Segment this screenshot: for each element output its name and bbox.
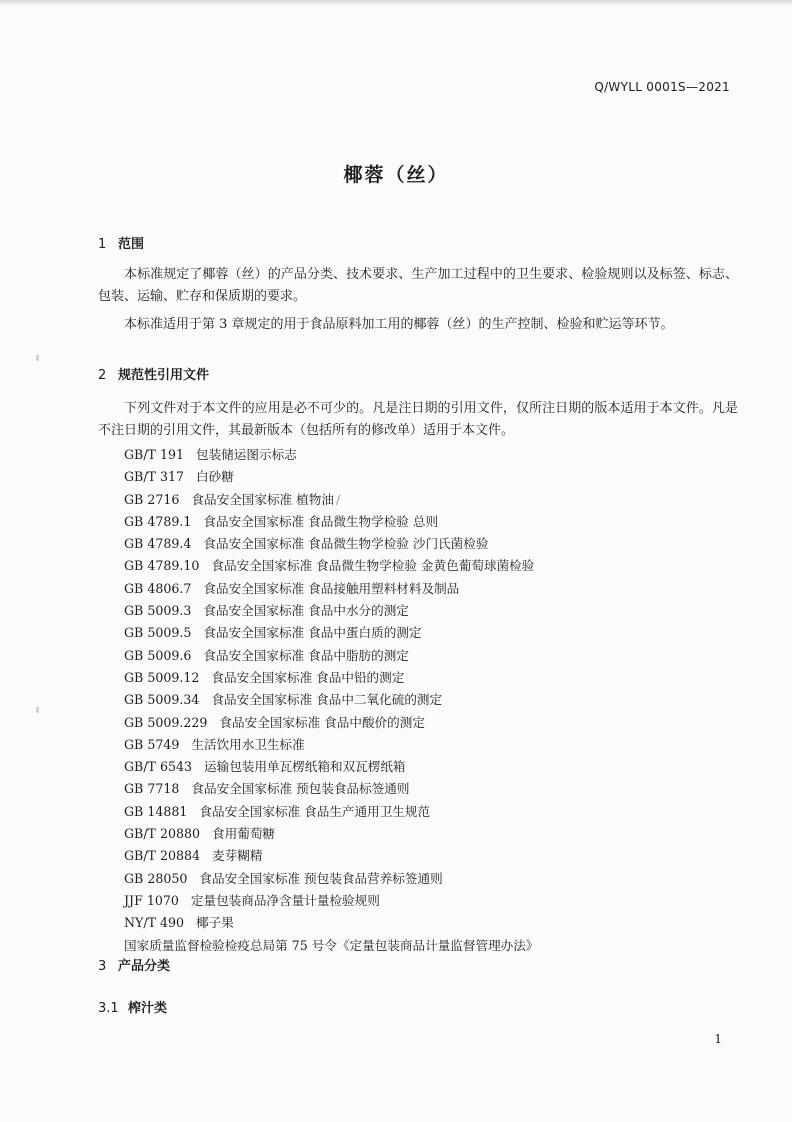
reference-code: NY/T 490	[124, 915, 185, 931]
section-heading-normative	[98, 364, 209, 383]
scope-paragraph-2: 本标准适用于第 3 章规定的用于食品原料加工用的椰蓉（丝）的生产控制、检验和贮运等环节。	[124, 317, 674, 332]
section-number: 1	[98, 237, 107, 252]
reference-code: GB 2716	[124, 491, 180, 507]
reference-title: 定量包装商品净含量计量检验规则	[190, 892, 380, 908]
reference-item	[124, 555, 538, 577]
reference-title: 白砂糖	[196, 469, 234, 485]
reference-title: 食品安全国家标准 食品中蛋白质的测定	[203, 625, 422, 641]
reference-code: GB/T 317	[124, 469, 184, 485]
reference-title: 食品安全国家标准 食品中酸价的测定	[219, 714, 425, 730]
reference-item	[124, 845, 538, 867]
scan-margin-mark	[36, 707, 39, 713]
reference-item	[124, 712, 538, 734]
reference-title: 运输包装用单瓦楞纸箱和双瓦楞纸箱	[204, 759, 406, 775]
reference-title: 食品安全国家标准 预包装食品标签通则	[191, 781, 410, 797]
reference-title: 生活饮用水卫生标准	[191, 736, 305, 752]
reference-item	[124, 466, 538, 488]
reference-code: GB/T 20884	[124, 848, 201, 864]
reference-code: JJF 1070	[124, 892, 179, 908]
reference-title: 包装储运图示标志	[196, 447, 297, 462]
reference-title: 食品安全国家标准 食品接触用塑料材料及制品	[203, 580, 460, 596]
reference-code: GB 5009.12	[124, 669, 200, 685]
reference-title: 食品安全国家标准 食品微生物学检验 总则	[203, 513, 439, 529]
reference-code: GB 7718	[124, 781, 180, 797]
reference-item	[124, 912, 538, 934]
section-number: 2	[98, 368, 107, 383]
reference-code: GB 4806.7	[124, 580, 192, 596]
reference-code: GB/T 191	[124, 447, 184, 462]
section-title: 产品分类	[118, 959, 171, 974]
reference-code: GB 5009.34	[124, 692, 200, 708]
pen-mark: ∕	[335, 491, 341, 507]
reference-item	[124, 756, 538, 778]
reference-title: 麦芽糊精	[212, 848, 263, 864]
reference-item	[124, 511, 538, 533]
reference-item	[124, 801, 538, 823]
reference-item	[124, 734, 538, 756]
reference-code: GB 5009.5	[124, 625, 192, 641]
reference-code: GB 5009.3	[124, 603, 192, 619]
reference-title: 食品安全国家标准 预包装食品营养标签通则	[199, 870, 443, 886]
section-title: 榨汁类	[128, 1001, 168, 1016]
reference-item	[124, 778, 538, 800]
reference-code: GB 5009.6	[124, 647, 192, 663]
reference-item	[124, 823, 538, 845]
reference-item	[124, 622, 538, 644]
reference-title: 食品安全国家标准 植物油	[191, 491, 334, 507]
document-title: 椰蓉（丝）	[343, 164, 449, 186]
scan-margin-mark	[36, 355, 39, 361]
reference-code: GB 5009.229	[124, 714, 208, 730]
reference-title: 食用葡萄糖	[212, 826, 275, 842]
section-title: 规范性引用文件	[118, 368, 210, 383]
reference-code: GB 4789.4	[124, 536, 192, 552]
reference-code: GB/T 6543	[124, 759, 193, 775]
section-heading-scope	[98, 233, 144, 252]
reference-code: GB/T 20880	[124, 826, 201, 842]
reference-title: 食品安全国家标准 食品中二氧化硫的测定	[211, 692, 443, 708]
standard-code: Q/WYLL 0001S—2021	[594, 80, 730, 94]
reference-item	[124, 533, 538, 555]
section-heading-juice	[98, 997, 167, 1016]
reference-title: 椰子果	[196, 915, 234, 931]
reference-title: 国家质量监督检验检疫总局第 75 号令《定量包装商品计量监督管理办法》	[124, 937, 539, 953]
reference-title: 食品安全国家标准 食品生产通用卫生规范	[199, 803, 431, 819]
reference-item	[124, 890, 538, 912]
reference-code: GB 4789.10	[124, 558, 200, 574]
section-number: 3	[98, 959, 107, 974]
page-number: 1	[714, 1032, 722, 1046]
reference-item	[124, 600, 538, 622]
reference-code: GB 14881	[124, 803, 188, 819]
section-number: 3.1	[98, 1001, 119, 1016]
reference-code: GB 5749	[124, 736, 180, 752]
reference-item	[124, 868, 538, 890]
section-heading-classification	[98, 955, 170, 974]
reference-code: GB 28050	[124, 870, 188, 886]
reference-title: 食品安全国家标准 食品微生物学检验 金黄色葡萄球菌检验	[211, 558, 535, 574]
reference-title: 食品安全国家标准 食品微生物学检验 沙门氏菌检验	[203, 536, 489, 552]
section-title: 范围	[118, 237, 145, 252]
reference-title: 食品安全国家标准 食品中铅的测定	[211, 669, 405, 685]
reference-list	[124, 444, 538, 957]
normative-paragraph: 下列文件对于本文件的应用是必不可少的。凡是注日期的引用文件，仅所注日期的版本适用于本文件。凡是不注日期的引用文件，其最新版本（包括所有的修改单）适用于本文件。	[98, 401, 738, 438]
scope-paragraph-1: 本标准规定了椰蓉（丝）的产品分类、技术要求、生产加工过程中的卫生要求、检验规则以及标签、标志、包装、运输、贮存和保质期的要求。	[98, 267, 738, 304]
reference-item	[124, 444, 538, 466]
reference-item	[124, 489, 538, 511]
reference-title: 食品安全国家标准 食品中脂肪的测定	[203, 647, 409, 663]
reference-item	[124, 689, 538, 711]
reference-item	[124, 667, 538, 689]
reference-item	[124, 645, 538, 667]
reference-item	[124, 935, 538, 957]
reference-title: 食品安全国家标准 食品中水分的测定	[203, 603, 409, 619]
reference-item	[124, 578, 538, 600]
reference-code: GB 4789.1	[124, 513, 192, 529]
scan-edge-shadow	[0, 0, 792, 6]
